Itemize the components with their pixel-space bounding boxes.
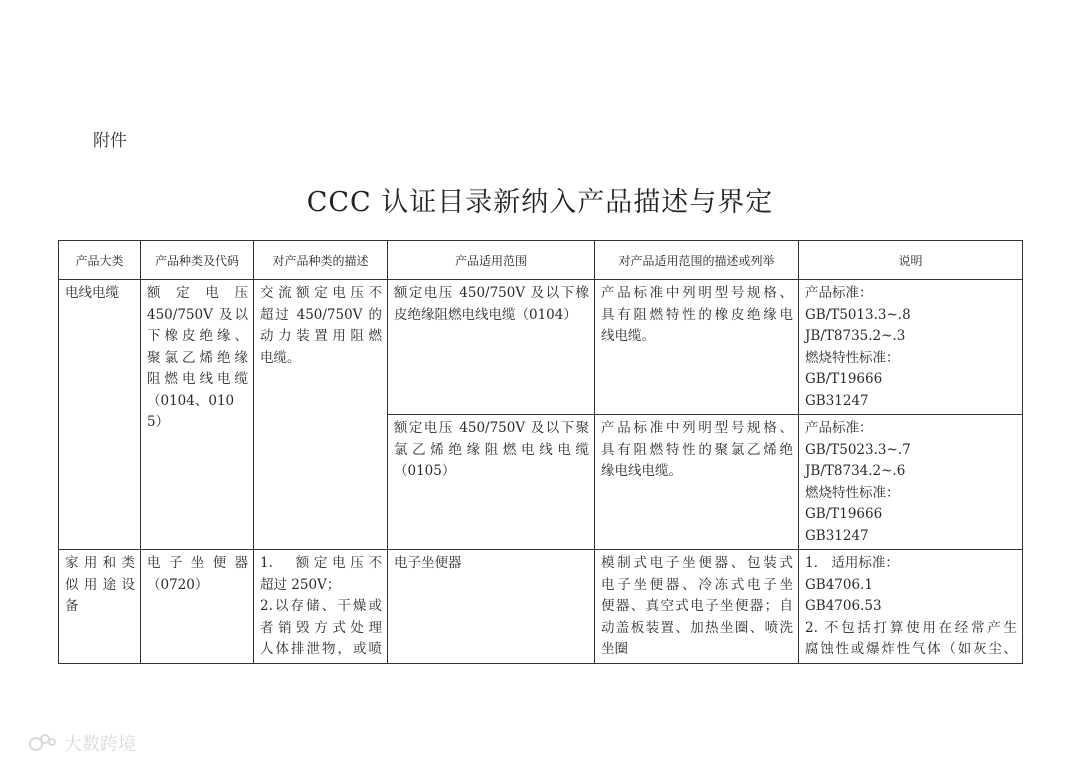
header-category: 产品大类 [59, 241, 141, 280]
cell-scope-desc: 产品标准中列明型号规格、 具有阻燃特性的橡皮绝缘电 线电缆。 [595, 280, 799, 415]
cell-scope: 额定电压 450/750V 及以下橡 皮绝缘阻燃电线电缆（0104） [388, 280, 595, 415]
cell-note: 1. 适用标准： GB4706.1 GB4706.53 2. 不包括打算使用在经常产生 腐蚀性或爆炸性气体（如灰尘、 [799, 550, 1023, 664]
watermark [28, 730, 136, 756]
logo-icon [28, 732, 58, 754]
cell-note: 产品标准： GB/T5013.3~.8 JB/T8735.2~.3 燃烧特性标准： GB/T19666 GB31247 [799, 280, 1023, 415]
cell-note: 产品标准： GB/T5023.3~.7 JB/T8734.2~.6 燃烧特性标准： GB/T19666 GB31247 [799, 415, 1023, 550]
watermark-text: 大数跨境 [64, 734, 136, 755]
header-note: 说明 [799, 241, 1023, 280]
cell-type-desc: 1. 额定电压不 超过 250V； 2.以存储、干燥或 者销毁方式处理 人体排泄物，或喷 [254, 550, 388, 664]
cell-scope: 电子坐便器 [388, 550, 595, 664]
cell-scope: 额定电压 450/750V 及以下聚 氯乙烯绝缘阻燃电线电缆 （0105） [388, 415, 595, 550]
cell-scope-desc: 产品标准中列明型号规格、 具有阻燃特性的聚氯乙烯绝 缘电线电缆。 [595, 415, 799, 550]
header-type-code: 产品种类及代码 [141, 241, 254, 280]
attachment-label: 附件 [93, 131, 127, 151]
cell-type-code: 电 子 坐 便 器 （0720） [141, 550, 254, 664]
cell-category: 电线电缆 [59, 280, 141, 550]
product-table [58, 240, 1023, 664]
header-scope-desc: 对产品适用范围的描述或列举 [595, 241, 799, 280]
cell-type-desc: 交流额定电压不 超过 450/750V 的 动力装置用阻燃 电缆。 [254, 280, 388, 550]
table-row [59, 280, 1023, 415]
cell-scope-desc: 模制式电子坐便器、包装式 电子坐便器、冷冻式电子坐 便器、真空式电子坐便器；自 动盖板装置、加热坐圈、喷洗 坐圈 [595, 550, 799, 664]
table-row [59, 550, 1023, 664]
cell-type-code: 额 定 电 压 450/750V 及以 下橡皮绝缘、 聚氯乙烯绝缘 阻燃电线电缆 （0104、0105） [141, 280, 254, 550]
header-scope: 产品适用范围 [388, 241, 595, 280]
cell-category: 家用和类 似用途设 备 [59, 550, 141, 664]
header-type-desc: 对产品种类的描述 [254, 241, 388, 280]
table-header-row [59, 241, 1023, 280]
document-title: CCC 认证目录新纳入产品描述与界定 [306, 187, 774, 218]
